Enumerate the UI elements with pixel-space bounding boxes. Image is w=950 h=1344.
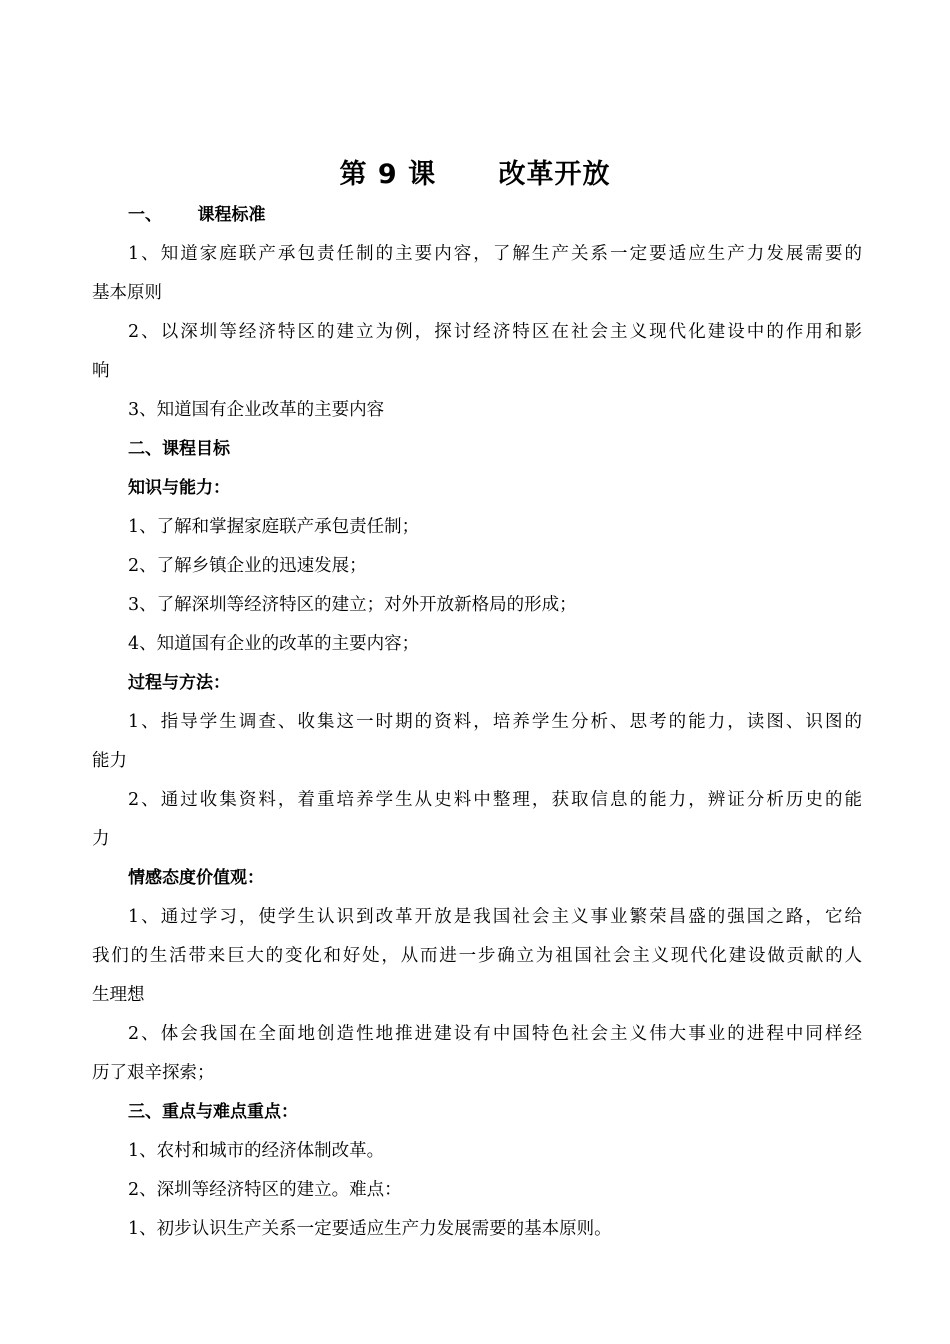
paragraph-line: 2、以深圳等经济特区的建立为例，探讨经济特区在社会主义现代化建设中的作用和影 bbox=[128, 322, 862, 342]
paragraph-line: 历了艰辛探索； bbox=[92, 1063, 215, 1083]
paragraph-line: 2、体会我国在全面地创造性地推进建设有中国特色社会主义伟大事业的进程中同样经 bbox=[128, 1024, 862, 1044]
subheading-knowledge: 知识与能力： bbox=[128, 478, 230, 498]
paragraph-line: 1、指导学生调查、收集这一时期的资料，培养学生分析、思考的能力，读图、识图的 bbox=[128, 712, 862, 732]
paragraph-line: 1、知道家庭联产承包责任制的主要内容，了解生产关系一定要适应生产力发展需要的 bbox=[128, 244, 862, 264]
paragraph-line: 1、通过学习，使学生认识到改革开放是我国社会主义事业繁荣昌盛的强国之路，它给 bbox=[128, 907, 862, 927]
section-heading-key-points: 三、重点与难点重点： bbox=[128, 1102, 298, 1122]
paragraph-line: 2、通过收集资料，着重培养学生从史料中整理，获取信息的能力，辨证分析历史的能 bbox=[128, 790, 862, 810]
section-heading-course-goals: 二、课程目标 bbox=[128, 439, 230, 459]
list-item: 3、了解深圳等经济特区的建立；对外开放新格局的形成； bbox=[128, 595, 577, 615]
page-title: 第 9 课 改革开放 bbox=[339, 159, 611, 190]
list-item: 1、了解和掌握家庭联产承包责任制； bbox=[128, 517, 420, 537]
paragraph-line: 力 bbox=[92, 829, 110, 849]
list-item: 2、了解乡镇企业的迅速发展； bbox=[128, 556, 367, 576]
list-item: 1、农村和城市的经济体制改革。 bbox=[128, 1141, 385, 1161]
list-item: 1、初步认识生产关系一定要适应生产力发展需要的基本原则。 bbox=[128, 1219, 612, 1239]
document-body bbox=[92, 196, 862, 1249]
paragraph-line: 生理想 bbox=[92, 985, 145, 1005]
subheading-process: 过程与方法： bbox=[128, 673, 230, 693]
paragraph-line: 我们的生活带来巨大的变化和好处，从而进一步确立为祖国社会主义现代化建设做贡献的人 bbox=[92, 946, 862, 966]
paragraph-line: 基本原则 bbox=[92, 283, 162, 303]
list-item: 2、深圳等经济特区的建立。难点： bbox=[128, 1180, 402, 1200]
paragraph-line: 响 bbox=[92, 361, 110, 381]
paragraph-line: 能力 bbox=[92, 751, 127, 771]
list-item: 4、知道国有企业的改革的主要内容； bbox=[128, 634, 420, 654]
paragraph-line: 3、知道国有企业改革的主要内容 bbox=[128, 400, 385, 420]
section-heading-course-standards: 一、 课程标准 bbox=[128, 205, 266, 225]
subheading-emotion: 情感态度价值观： bbox=[128, 868, 264, 888]
